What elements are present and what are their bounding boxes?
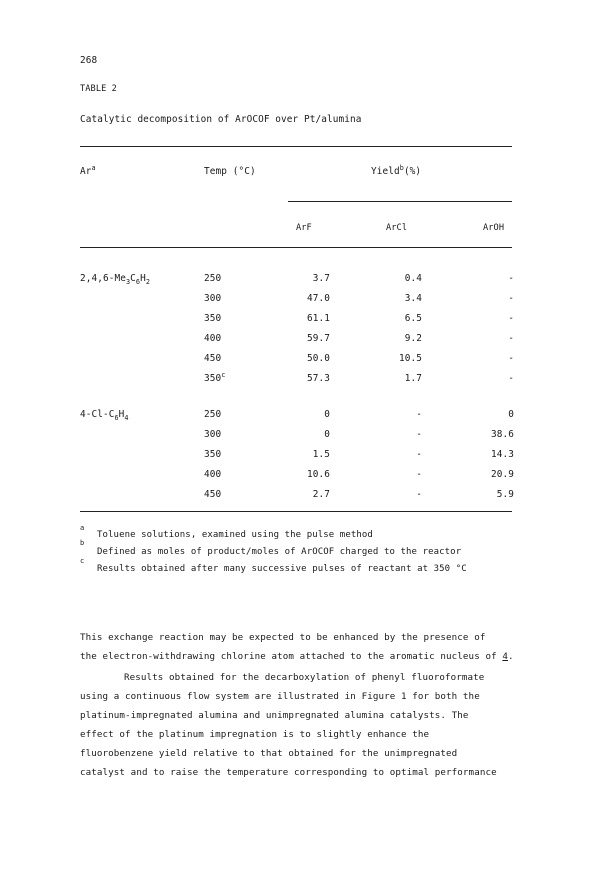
- paragraph-line: platinum-impregnated alumina and unimpregnated alumina catalysts. The: [80, 710, 469, 721]
- table-bottom-rule: [80, 511, 512, 512]
- arcl-cell: -: [416, 409, 422, 420]
- group1-name: $2,4,6-Me_3C_6H_2$: [80, 273, 151, 286]
- footnote-text: Toluene solutions, examined using the pulse method: [97, 530, 373, 540]
- aroh-cell: 5.9: [496, 489, 514, 500]
- arcl-cell: -: [416, 489, 422, 500]
- arcl-cell: 0.4: [404, 273, 422, 284]
- table-caption: Catalytic decomposition of ArOCOF over Pt/alumina: [80, 114, 362, 125]
- arf-cell: 57.3: [307, 373, 330, 384]
- temp-cell: 450: [204, 489, 222, 500]
- footnote-mark: c: [80, 557, 85, 565]
- compound-ref: 4: [502, 651, 508, 662]
- arcl-cell: 9.2: [404, 333, 422, 344]
- arcl-cell: 10.5: [399, 353, 422, 364]
- header-arf: ArF: [296, 223, 312, 233]
- arcl-cell: -: [416, 429, 422, 440]
- paragraph-line: This exchange reaction may be expected to be enhanced by the presence of: [80, 632, 486, 643]
- header-ar: Ar$^a$: [80, 164, 96, 177]
- header-arcl: ArCl: [386, 223, 408, 233]
- arcl-cell: 3.4: [404, 293, 422, 304]
- temp-cell: 350: [204, 313, 222, 324]
- yield-subrule: [288, 201, 512, 202]
- aroh-cell: 0: [508, 409, 514, 420]
- arf-cell: 50.0: [307, 353, 330, 364]
- arf-cell: 59.7: [307, 333, 330, 344]
- arcl-cell: 6.5: [404, 313, 422, 324]
- paragraph-line: effect of the platinum impregnation is to slightly enhance the: [80, 729, 430, 740]
- aroh-cell: -: [508, 293, 514, 304]
- header-temp: Temp (°C): [204, 166, 256, 177]
- aroh-cell: 38.6: [491, 429, 514, 440]
- aroh-cell: -: [508, 353, 514, 364]
- arf-cell: 10.6: [307, 469, 330, 480]
- arf-cell: 2.7: [312, 489, 330, 500]
- arf-cell: 0: [324, 409, 330, 420]
- temp-cell: 250: [204, 409, 222, 420]
- aroh-cell: 14.3: [491, 449, 514, 460]
- arf-cell: 47.0: [307, 293, 330, 304]
- paragraph-line: catalyst and to raise the temperature corresponding to optimal performance: [80, 767, 497, 778]
- footnote-text: Defined as moles of product/moles of ArOCOF charged to the reactor: [97, 547, 462, 557]
- paragraph-line: Results obtained for the decarboxylation of phenyl fluoroformate: [124, 672, 485, 683]
- temp-cell: 450: [204, 353, 222, 364]
- aroh-cell: -: [508, 373, 514, 384]
- temp-cell: 400: [204, 333, 222, 344]
- header-yield: Yield$^b$(%): [371, 164, 422, 177]
- aroh-cell: -: [508, 273, 514, 284]
- temp-cell: 350: [204, 449, 222, 460]
- temp-cell: 300: [204, 293, 222, 304]
- arcl-cell: -: [416, 469, 422, 480]
- paragraph-line: fluorobenzene yield relative to that obtained for the unimpregnated: [80, 748, 458, 759]
- arcl-cell: -: [416, 449, 422, 460]
- group2-name: $4-Cl-C_6H_4$: [80, 409, 129, 422]
- arcl-cell: 1.7: [404, 373, 422, 384]
- temp-cell: 300: [204, 429, 222, 440]
- aroh-cell: 20.9: [491, 469, 514, 480]
- paragraph-line: using a continuous flow system are illustrated in Figure 1 for both the: [80, 691, 480, 702]
- table-label: TABLE 2: [80, 84, 117, 94]
- footnote-mark: a: [80, 524, 85, 532]
- header-aroh: ArOH: [483, 223, 505, 233]
- page-number: 268: [80, 55, 98, 66]
- header-bottom-rule: [80, 247, 512, 248]
- aroh-cell: -: [508, 333, 514, 344]
- arf-cell: 3.7: [312, 273, 330, 284]
- aroh-cell: -: [508, 313, 514, 324]
- temp-cell: 250: [204, 273, 222, 284]
- arf-cell: 1.5: [312, 449, 330, 460]
- footnote-text: Results obtained after many successive pulses of reactant at 350 °C: [97, 564, 467, 574]
- arf-cell: 61.1: [307, 313, 330, 324]
- table-top-rule: [80, 146, 512, 147]
- paragraph-line: the electron-withdrawing chlorine atom attached to the aromatic nucleus of 4.: [80, 651, 514, 662]
- temp-cell: 400: [204, 469, 222, 480]
- temp-cell: 350$^c$: [204, 371, 226, 384]
- footnote-mark: b: [80, 539, 85, 547]
- arf-cell: 0: [324, 429, 330, 440]
